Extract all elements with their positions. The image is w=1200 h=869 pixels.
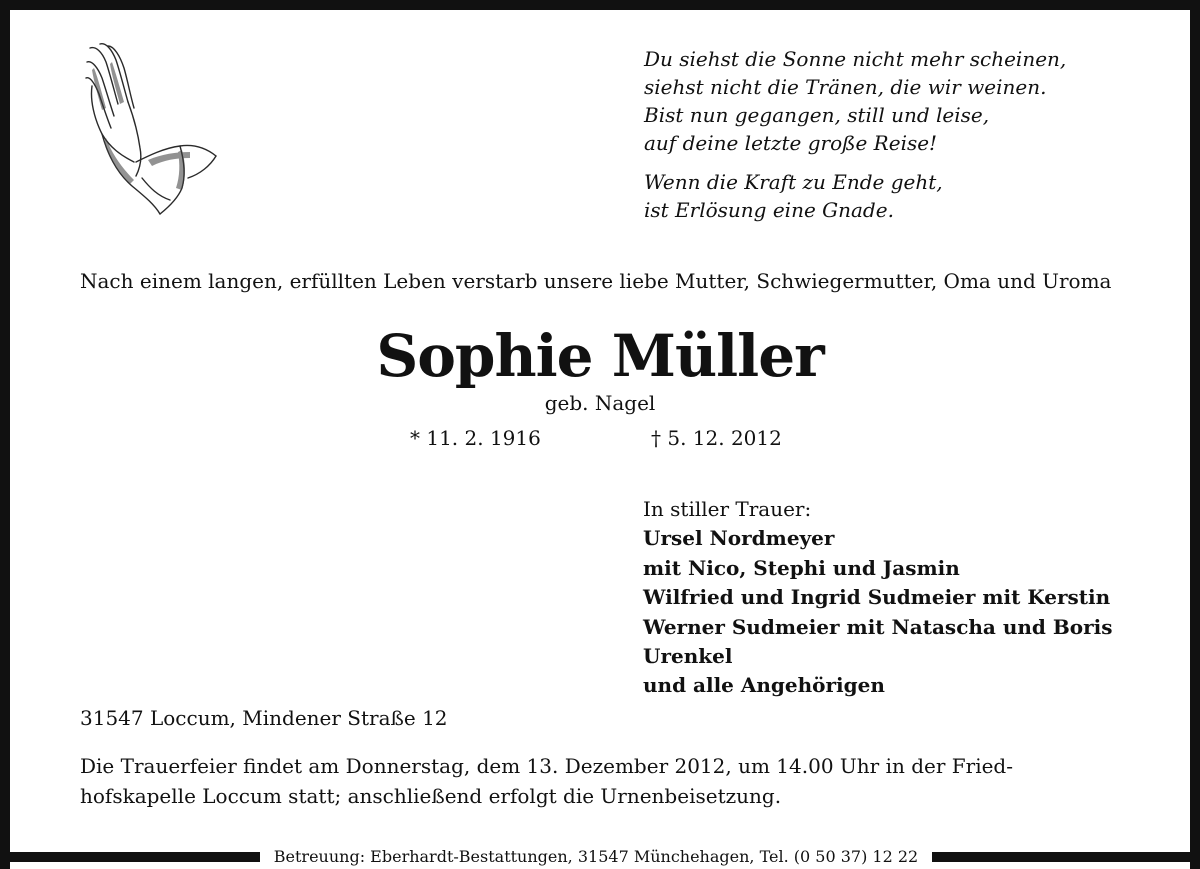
poem-line: Du siehst die Sonne nicht mehr scheinen, (644, 47, 1067, 71)
mourner-name: Ursel Nordmeyer (643, 526, 835, 551)
announcement-intro: Nach einem langen, erfüllten Leben verstarb unsere liebe Mutter, Schwiegermutter, Oma und Uroma (80, 269, 1112, 293)
right-border (1190, 0, 1200, 869)
mourner-name: Urenkel (643, 644, 733, 669)
funeral-service-notice (80, 751, 1130, 811)
poem (644, 45, 1164, 224)
mourners-list (643, 495, 1188, 701)
poem-closing-line: ist Erlösung eine Gnade. (644, 198, 894, 222)
mourner-name: mit Nico, Stephi und Jasmin (643, 555, 960, 580)
poem-closing-line: Wenn die Kraft zu Ende geht, (644, 170, 943, 194)
deceased-name: Sophie Müller (376, 322, 824, 390)
poem-line: auf deine letzte große Reise! (644, 131, 938, 155)
funeral-home-footer: Betreuung: Eberhardt-Bestattungen, 31547 Münchehagen, Tel. (0 50 37) 12 22 (260, 846, 932, 868)
mourner-name: Werner Sudmeier mit Natascha und Boris (643, 614, 1113, 639)
poem-line: Bist nun gegangen, still und leise, (644, 103, 990, 127)
top-border (0, 0, 1200, 10)
maiden-name: geb. Nagel (544, 391, 656, 415)
mourner-name: Wilfried und Ingrid Sudmeier mit Kerstin (643, 585, 1111, 610)
left-border (0, 0, 10, 869)
praying-hands-icon (78, 38, 223, 218)
family-address: 31547 Loccum, Mindener Straße 12 (80, 706, 448, 730)
service-line: hofskapelle Loccum statt; anschließend erfolgt die Urnenbeisetzung. (80, 784, 782, 808)
poem-line: siehst nicht die Tränen, die wir weinen. (644, 75, 1047, 99)
birth-date: * 11. 2. 1916 (410, 426, 541, 450)
mourners-heading: In stiller Trauer: (643, 497, 812, 521)
mourner-name: und alle Angehörigen (643, 673, 885, 698)
death-date: † 5. 12. 2012 (651, 426, 782, 450)
service-line: Die Trauerfeier findet am Donnerstag, dem 13. Dezember 2012, um 14.00 Uhr in der Fried- (80, 754, 1013, 778)
